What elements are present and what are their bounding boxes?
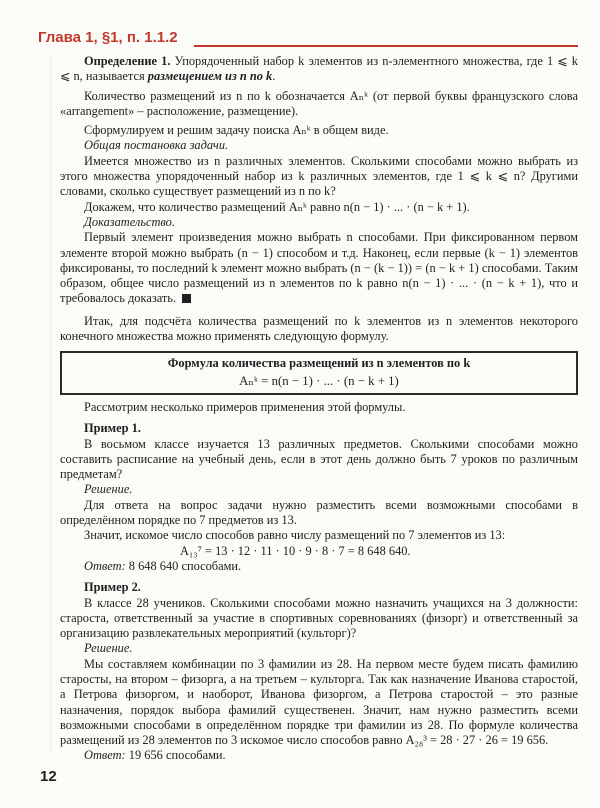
- example2-problem: В классе 28 учеников. Сколькими способами можно назначить учащихся на 3 должности: староста, ответственный за участие в спортивных соревнованиях (физорг) и ответственный за организацию развлекательных мероприятий (культорг)?: [60, 595, 578, 641]
- proof-paragraph: [60, 230, 578, 306]
- example2-solution-label: Решение.: [84, 641, 133, 656]
- margin-line: [50, 55, 51, 755]
- example1-answer-value: 8 648 640 способами.: [125, 558, 242, 573]
- example2-title: Пример 2.: [84, 580, 141, 595]
- example1-problem: В восьмом классе изучается 13 различных предметов. Сколькими способами можно составить расписание на учебный день, если в этот день должно быть 7 уроков по различным предметам?: [60, 436, 578, 482]
- qed-square-icon: [182, 294, 191, 303]
- chapter-header: [38, 29, 578, 51]
- example1-result-text: Значит, искомое число способов равно числу размещений по 7 элементов из 13:: [84, 528, 506, 543]
- summary-paragraph: Итак, для подсчёта количества размещений по k элементов из n элементов некоторого конечного множества можно применять следующую формулу.: [60, 313, 578, 344]
- page-number: 12: [40, 768, 57, 785]
- definition-text-b: .: [272, 69, 276, 84]
- definition-term: размещением из n по k: [147, 69, 273, 84]
- example1-title: Пример 1.: [84, 421, 141, 436]
- definition-paragraph: [60, 54, 578, 85]
- definition-text-a: Упорядоченный набор k элементов из n-элементного множества, где 1 ⩽ k ⩽ n, называется: [60, 54, 578, 84]
- example1-answer-label: Ответ:: [84, 558, 126, 573]
- proof-label: Доказательство.: [84, 214, 175, 229]
- formula-box: [60, 351, 578, 395]
- formula-box-formula: Aₙᵏ = n(n − 1) · ... · (n − k + 1): [239, 373, 399, 388]
- example1-formula: A₁₃⁷ = 13 · 12 · 11 · 10 · 9 · 8 · 7 = 8 648 640.: [180, 543, 411, 558]
- proof-text: Первый элемент произведения можно выбрать n способами. При фиксированном первом элементе второй можно выбрать (n − 1) способом и т.д. Наконец, если первые (k − 1) элементов фиксированы, то последний k элемент можно выбрать (n − (k − 1)) = (n − k + 1) способами. Таким образом, общее число размещений из n элементов по k равно n(n − 1) · ... · (n − k + 1), что и требовалось доказать.: [60, 230, 578, 306]
- prove-text: Докажем, что количество размещений Aₙᵏ равно n(n − 1) · ... · (n − k + 1).: [84, 199, 470, 214]
- example1-solution: Для ответа на вопрос задачи нужно разместить всеми возможными способами в определённом порядке по 7 предметов из 13.: [60, 497, 578, 528]
- general-label: Общая постановка задачи.: [84, 138, 229, 153]
- example2-answer: [60, 748, 578, 763]
- header-rule: [194, 45, 578, 47]
- example1-answer: [60, 559, 578, 574]
- example1-solution-label: Решение.: [84, 482, 133, 497]
- notation-paragraph: Количество размещений из n по k обозначается Aₙᵏ (от первой буквы французского слова «arrangement» – расположение, размещение).: [60, 88, 578, 118]
- chapter-title: Глава 1, §1, п. 1.1.2: [38, 29, 178, 46]
- page-content: [60, 54, 578, 764]
- definition-label: Определение 1.: [84, 54, 171, 68]
- example2-answer-value: 19 656 способами.: [125, 748, 226, 763]
- formula-box-title: Формула количества размещений из n элементов по k: [167, 356, 471, 371]
- task-intro: Сформулируем и решим задачу поиска Aₙᵏ в общем виде.: [84, 123, 389, 138]
- example2-solution: Мы составляем комбинации по 3 фамилии из 28. На первом месте будем писать фамилию старосты, на втором – физорга, а на третьем – культорга. Так как назначение Иванова старостой, а Петрова физоргом, и наоборот, Иванова физоргом, а Петрова старостой – это разные назначения, порядок выбора фамилий существенен. Значит, нам нужно разместить всеми возможными способами в определённом порядке три фамилии из 28. По формуле количества размещений из 28 элементов по 3 искомое число способов равно A₂₈³ = 28 · 27 · 26 = 19 656.: [60, 656, 578, 748]
- example2-answer-label: Ответ:: [84, 748, 126, 763]
- general-text: Имеется множество из n различных элементов. Сколькими способами можно выбрать из этого множества упорядоченный набор из k различных элементов, где 1 ⩽ k ⩽ n? Другими словами, сколько существует размещений из n по k?: [60, 153, 578, 199]
- examples-intro: Рассмотрим несколько примеров применения этой формулы.: [84, 399, 406, 414]
